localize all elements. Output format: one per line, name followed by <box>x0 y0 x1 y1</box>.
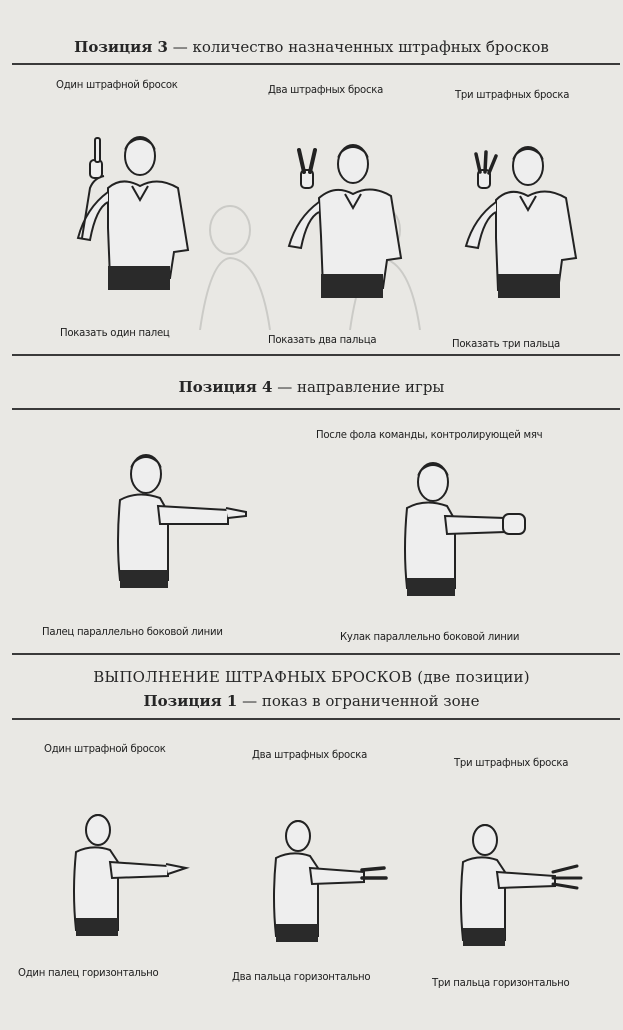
referee-three-fingers-illustration <box>458 140 598 305</box>
label-exec-two-free-throws: Два штрафных броска <box>252 748 368 761</box>
label-fist-parallel: Кулак параллельно боковой линии <box>340 630 520 643</box>
divider <box>12 408 620 410</box>
figure-three-fingers-up <box>458 140 598 305</box>
label-exec-one-free-throw: Один штрафной бросок <box>44 742 166 755</box>
divider <box>12 63 620 65</box>
label-after-foul-note: После фола команды, контролирующей мяч <box>316 428 543 441</box>
referee-two-fingers-illustration <box>275 136 415 306</box>
label-three-free-throws: Три штрафных броска <box>455 88 570 101</box>
divider <box>12 354 620 356</box>
label-exec-three-free-throws: Три штрафных броска <box>454 756 569 769</box>
referee-fist-illustration <box>395 460 545 600</box>
label-two-free-throws: Два штрафных броска <box>268 83 384 96</box>
label-two-fingers-horizontal: Два пальца горизонтально <box>232 970 371 983</box>
referee-one-finger-horizontal-illustration <box>68 812 198 942</box>
heading-position-4-bold: Позиция 4 <box>178 378 273 396</box>
label-three-fingers-horizontal: Три пальца горизонтально <box>432 976 570 989</box>
referee-point-finger-illustration <box>108 452 258 592</box>
label-show-one-finger: Показать один палец <box>60 326 170 339</box>
figure-three-fingers-horizontal <box>455 822 595 952</box>
figure-two-fingers-horizontal <box>268 818 398 948</box>
figure-finger-sideline <box>108 452 258 592</box>
heading-position-1-bold: Позиция 1 <box>143 692 238 710</box>
label-one-free-throw: Один штрафной бросок <box>56 78 178 91</box>
label-one-finger-horizontal: Один палец горизонтально <box>18 966 159 979</box>
referee-one-finger-illustration <box>60 128 200 298</box>
figure-one-finger-horizontal <box>68 812 198 942</box>
figure-fist-sideline <box>395 460 545 600</box>
label-show-three-fingers: Показать три пальца <box>452 337 560 350</box>
figure-one-finger-up <box>60 128 200 298</box>
divider <box>12 653 620 655</box>
heading-position-1 <box>0 692 623 710</box>
heading-position-3-bold: Позиция 3 <box>74 38 168 56</box>
figure-two-fingers-up <box>275 136 415 306</box>
heading-position-4-rest: — направление игры <box>272 378 445 396</box>
heading-position-3 <box>0 38 623 56</box>
heading-position-3-rest: — количество назначенных штрафных бросков <box>167 38 549 56</box>
label-finger-parallel: Палец параллельно боковой линии <box>42 625 223 638</box>
heading-position-4 <box>0 378 623 396</box>
label-show-two-fingers: Показать два пальца <box>268 333 377 346</box>
referee-two-fingers-horizontal-illustration <box>268 818 398 948</box>
divider <box>12 718 620 720</box>
heading-position-1-rest: — показ в ограниченной зоне <box>237 692 480 710</box>
heading-free-throw-execution: ВЫПОЛНЕНИЕ ШТРАФНЫХ БРОСКОВ (две позиции) <box>93 668 530 686</box>
referee-three-fingers-horizontal-illustration <box>455 822 595 952</box>
